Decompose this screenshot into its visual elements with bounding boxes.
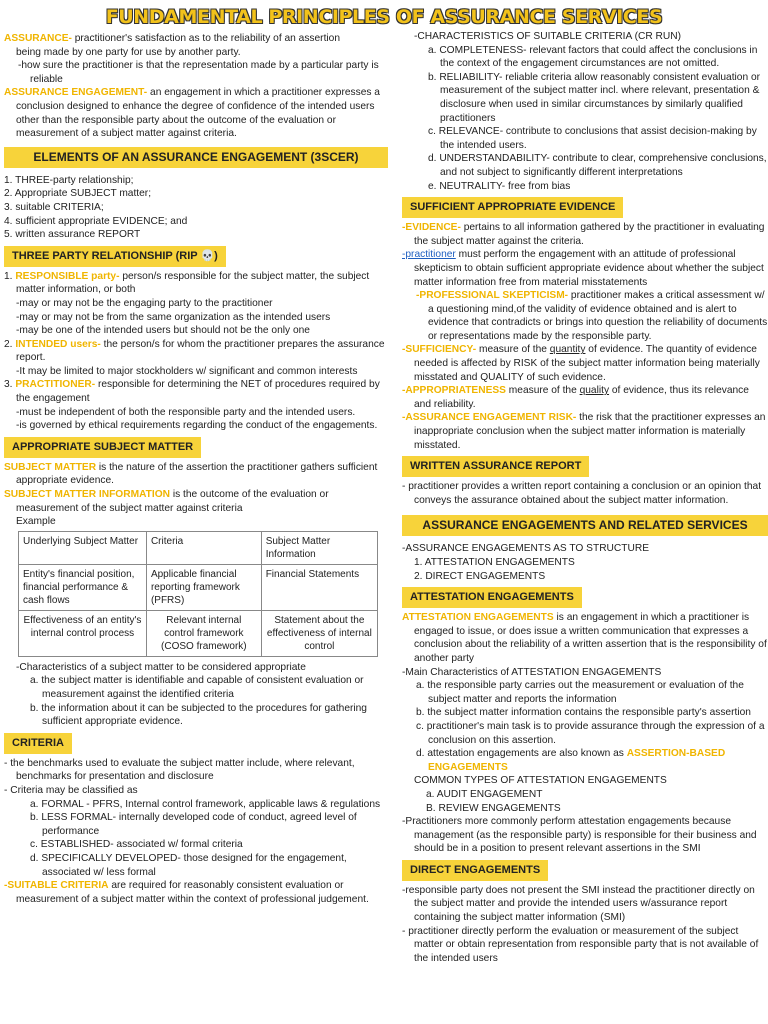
assurance-definition-note: -how sure the practitioner is that the representation made by a particular party is reliable <box>18 60 379 85</box>
related-services-header: ASSURANCE ENGAGEMENTS AND RELATED SERVICES <box>402 515 768 536</box>
table-row <box>19 564 378 610</box>
sufficiency-definition: -SUFFICIENCY- measure of the quantity of evidence. The quantity of evidence needed is affected by RISK of the subject matter information being materially misstated and QUALITY of such evidence. <box>402 344 760 383</box>
list-item: -may be one of the intended users but should not be the only one <box>16 325 310 337</box>
list-item: 2. DIRECT ENGAGEMENTS <box>414 570 546 582</box>
evidence-definition: -EVIDENCE- pertains to all information gathered by the practitioner in evaluating the subject matter against the criteria. <box>402 222 765 247</box>
list-item: b. the information about it can be subjected to the procedures for gathering sufficient appropriate evidence. <box>30 702 367 728</box>
example-label: Example <box>16 516 56 528</box>
criteria-characteristics-intro: -CHARACTERISTICS OF SUITABLE CRITERIA (CR RUN) <box>414 31 681 42</box>
criteria-definition: - the benchmarks used to evaluate the subject matter include, where relevant, benchmarks for presentation and disclosure <box>4 757 355 783</box>
table-cell: Applicable financial reporting framework (PFRS) <box>146 564 261 610</box>
assurance-definition-cont: being made by one party for use by another party. <box>16 46 241 58</box>
list-item: a. COMPLETENESS- relevant factors that could affect the conclusions in the context of the engagement circumstances are not omitted. <box>428 44 758 70</box>
list-item: a. FORMAL - PFRS, Internal control framework, applicable laws & regulations <box>30 798 381 810</box>
practitioner-definition: 3. PRACTITIONER- responsible for determining the NET of procedures required by the engagement <box>4 379 380 405</box>
list-item: e. NEUTRALITY- free from bias <box>428 180 571 192</box>
table-cell: Entity's financial position, financial performance & cash flows <box>19 564 147 610</box>
professional-skepticism-definition: -PROFESSIONAL SKEPTICISM- practitioner makes a critical assessment w/ a questioning mind,of the validity of evidence obtained and is alert to evidence that contradicts or brings into question the reliability of documents or representations made by the responsible party. <box>416 290 768 342</box>
appropriateness-definition: -APPROPRIATENESS measure of the quality of evidence, thus its relevance and reliability. <box>402 385 749 410</box>
engagement-risk-definition: -ASSURANCE ENGAGEMENT RISK- the risk that the practitioner expresses an inappropriate conclusion when the subject matter information is materially misstated. <box>402 412 766 451</box>
responsible-party-definition: 1. RESPONSIBLE party- person/s responsible for the subject matter, the subject matter information, or both <box>4 270 370 296</box>
list-item: a. AUDIT ENGAGEMENT <box>426 788 543 800</box>
list-item: b. LESS FORMAL- internally developed code of conduct, agreed level of performance <box>30 812 357 837</box>
list-item: d. UNDERSTANDABILITY- contribute to clear, comprehensive conclusions, and not subject to significantly different interpretations <box>428 153 767 178</box>
list-item: c. practitioner's main task is to provide assurance through the expression of a conclusion on this assertion. <box>416 720 765 746</box>
elements-header: ELEMENTS OF AN ASSURANCE ENGAGEMENT (3SCER) <box>4 147 388 168</box>
assurance-definition: ASSURANCE- practitioner's satisfaction as to the reliability of an assertion <box>4 33 341 44</box>
elements-list <box>4 174 388 242</box>
table-header-cell: Subject Matter Information <box>261 531 377 564</box>
example-table <box>18 531 378 657</box>
list-item: 2. Appropriate SUBJECT matter; <box>4 188 152 200</box>
list-item: 1. ATTESTATION ENGAGEMENTS <box>414 557 575 568</box>
list-item: 3. suitable CRITERIA; <box>4 201 104 213</box>
subject-matter-header: APPROPRIATE SUBJECT MATTER <box>4 437 201 458</box>
list-item: 5. written assurance REPORT <box>4 229 141 241</box>
evidence-header: SUFFICIENT APPROPRIATE EVIDENCE <box>402 197 623 218</box>
page-title: FUNDAMENTAL PRINCIPLES OF ASSURANCE SERVICES <box>105 6 663 28</box>
criteria-header: CRITERIA <box>4 733 72 754</box>
suitable-criteria-definition: -SUITABLE CRITERIA are required for reasonably consistent evaluation or measurement of a subject matter within the context of professional judgement. <box>4 880 369 905</box>
list-item: -may or may not be the engaging party to the practitioner <box>16 297 273 309</box>
list-item: -may or may not be from the same organization as the intended users <box>16 311 331 323</box>
list-item: d. attestation engagements are also known as ASSERTION-BASED ENGAGEMENTS <box>416 748 726 773</box>
characteristics-intro: -Characteristics of a subject matter to be considered appropriate <box>16 661 306 673</box>
table-header-cell: Underlying Subject Matter <box>19 531 147 564</box>
right-column <box>402 30 768 965</box>
assurance-engagement-definition: ASSURANCE ENGAGEMENT- an engagement in which a practitioner expresses a conclusion designed to enhance the degree of confidence of the intended users other than the responsible party about the outcome of the evaluation or measurement of a subject matter against criteria. <box>4 87 380 140</box>
direct-engagements-header: DIRECT ENGAGEMENTS <box>402 860 548 881</box>
practitioners-note: -Practitioners more commonly perform attestation engagements because management (as the responsible party) is responsible for their business and should be in a position to present relevant assertions in the SMI <box>402 816 757 855</box>
intended-users-definition: 2. INTENDED users- the person/s for whom the practitioner prepares the assurance report. <box>4 338 385 364</box>
table-cell: Statement about the effectiveness of internal control <box>261 610 377 656</box>
list-item: - practitioner directly perform the evaluation or measurement of the subject matter or obtain representation from responsible party that is not available of the intended users <box>402 925 759 964</box>
criteria-classification: - Criteria may be classified as <box>4 784 138 796</box>
list-item: 1. THREE-party relationship; <box>4 174 134 186</box>
list-item: -responsible party does not present the SMI instead the practitioner directly on the subject matter and provide the intended users w/assurance report containing the subject matter information (SMI) <box>402 884 755 924</box>
structure-intro: -ASSURANCE ENGAGEMENTS AS TO STRUCTURE <box>402 543 649 555</box>
list-item: -It may be limited to major stockholders w/ significant and common interests <box>16 365 358 377</box>
table-header-cell: Criteria <box>146 531 261 564</box>
attestation-characteristics-intro: -Main Characteristics of ATTESTATION ENGAGEMENTS <box>402 666 662 678</box>
list-item: c. RELEVANCE- contribute to conclusions that assist decision-making by the intended users. <box>428 126 757 151</box>
list-item: c. ESTABLISHED- associated w/ formal criteria <box>30 839 243 851</box>
smi-definition: SUBJECT MATTER INFORMATION is the outcome of the evaluation or measurement of the subject matter against criteria <box>4 489 329 514</box>
subject-matter-definition: SUBJECT MATTER is the nature of the assertion the practitioner gathers sufficient appropriate evidence. <box>4 461 378 487</box>
list-item: 4. sufficient appropriate EVIDENCE; and <box>4 215 188 227</box>
three-party-header: THREE PARTY RELATIONSHIP (RIP 💀) <box>4 246 226 267</box>
written-report-header: WRITTEN ASSURANCE REPORT <box>402 456 589 477</box>
page-title-wrap <box>0 6 768 28</box>
attestation-header: ATTESTATION ENGAGEMENTS <box>402 587 582 608</box>
list-item: -must be independent of both the responsible party and the intended users. <box>16 406 356 418</box>
table-header-row <box>19 531 378 564</box>
list-item: b. the subject matter information contains the responsible party's assertion <box>416 707 751 719</box>
list-item: a. the subject matter is identifiable and capable of consistent evaluation or measurement against the identified criteria <box>30 675 364 700</box>
list-item: B. REVIEW ENGAGEMENTS <box>426 802 561 814</box>
table-cell: Effectiveness of an entity's internal control process <box>19 610 147 656</box>
written-report-definition: - practitioner provides a written report containing a conclusion or an opinion that conveys the assurance obtained about the subject matter information. <box>402 481 762 506</box>
list-item: d. SPECIFICALLY DEVELOPED- those designed for the engagement, associated w/ less formal <box>30 852 347 878</box>
table-cell: Relevant internal control framework (COSO framework) <box>146 610 261 656</box>
left-column <box>4 32 388 906</box>
common-types-title: COMMON TYPES OF ATTESTATION ENGAGEMENTS <box>414 775 667 787</box>
list-item: -is governed by ethical requirements regarding the conduct of the engagements. <box>16 420 378 432</box>
table-cell: Financial Statements <box>261 564 377 610</box>
attestation-definition: ATTESTATION ENGAGEMENTS is an engagement in which a practitioner is engaged to issue, or does issue a written communication that expresses a conclusion about the reliability of a written assertion that is the responsibility of another party <box>402 612 767 664</box>
list-item: a. the responsible party carries out the measurement or evaluation of the subject matter and reports the information <box>416 680 744 705</box>
table-row <box>19 610 378 656</box>
practitioner-skepticism: -practitioner must perform the engagement with an attitude of professional skepticism to obtain sufficient appropriate evidence about whether the subject matter information free from material misstatements <box>402 249 764 288</box>
list-item: b. RELIABILITY- reliable criteria allow reasonably consistent evaluation or measurement of the subject matter incl. where relevant, presentation & disclosure when used in similar circumstances by similarly qualified practitioners <box>428 71 761 124</box>
